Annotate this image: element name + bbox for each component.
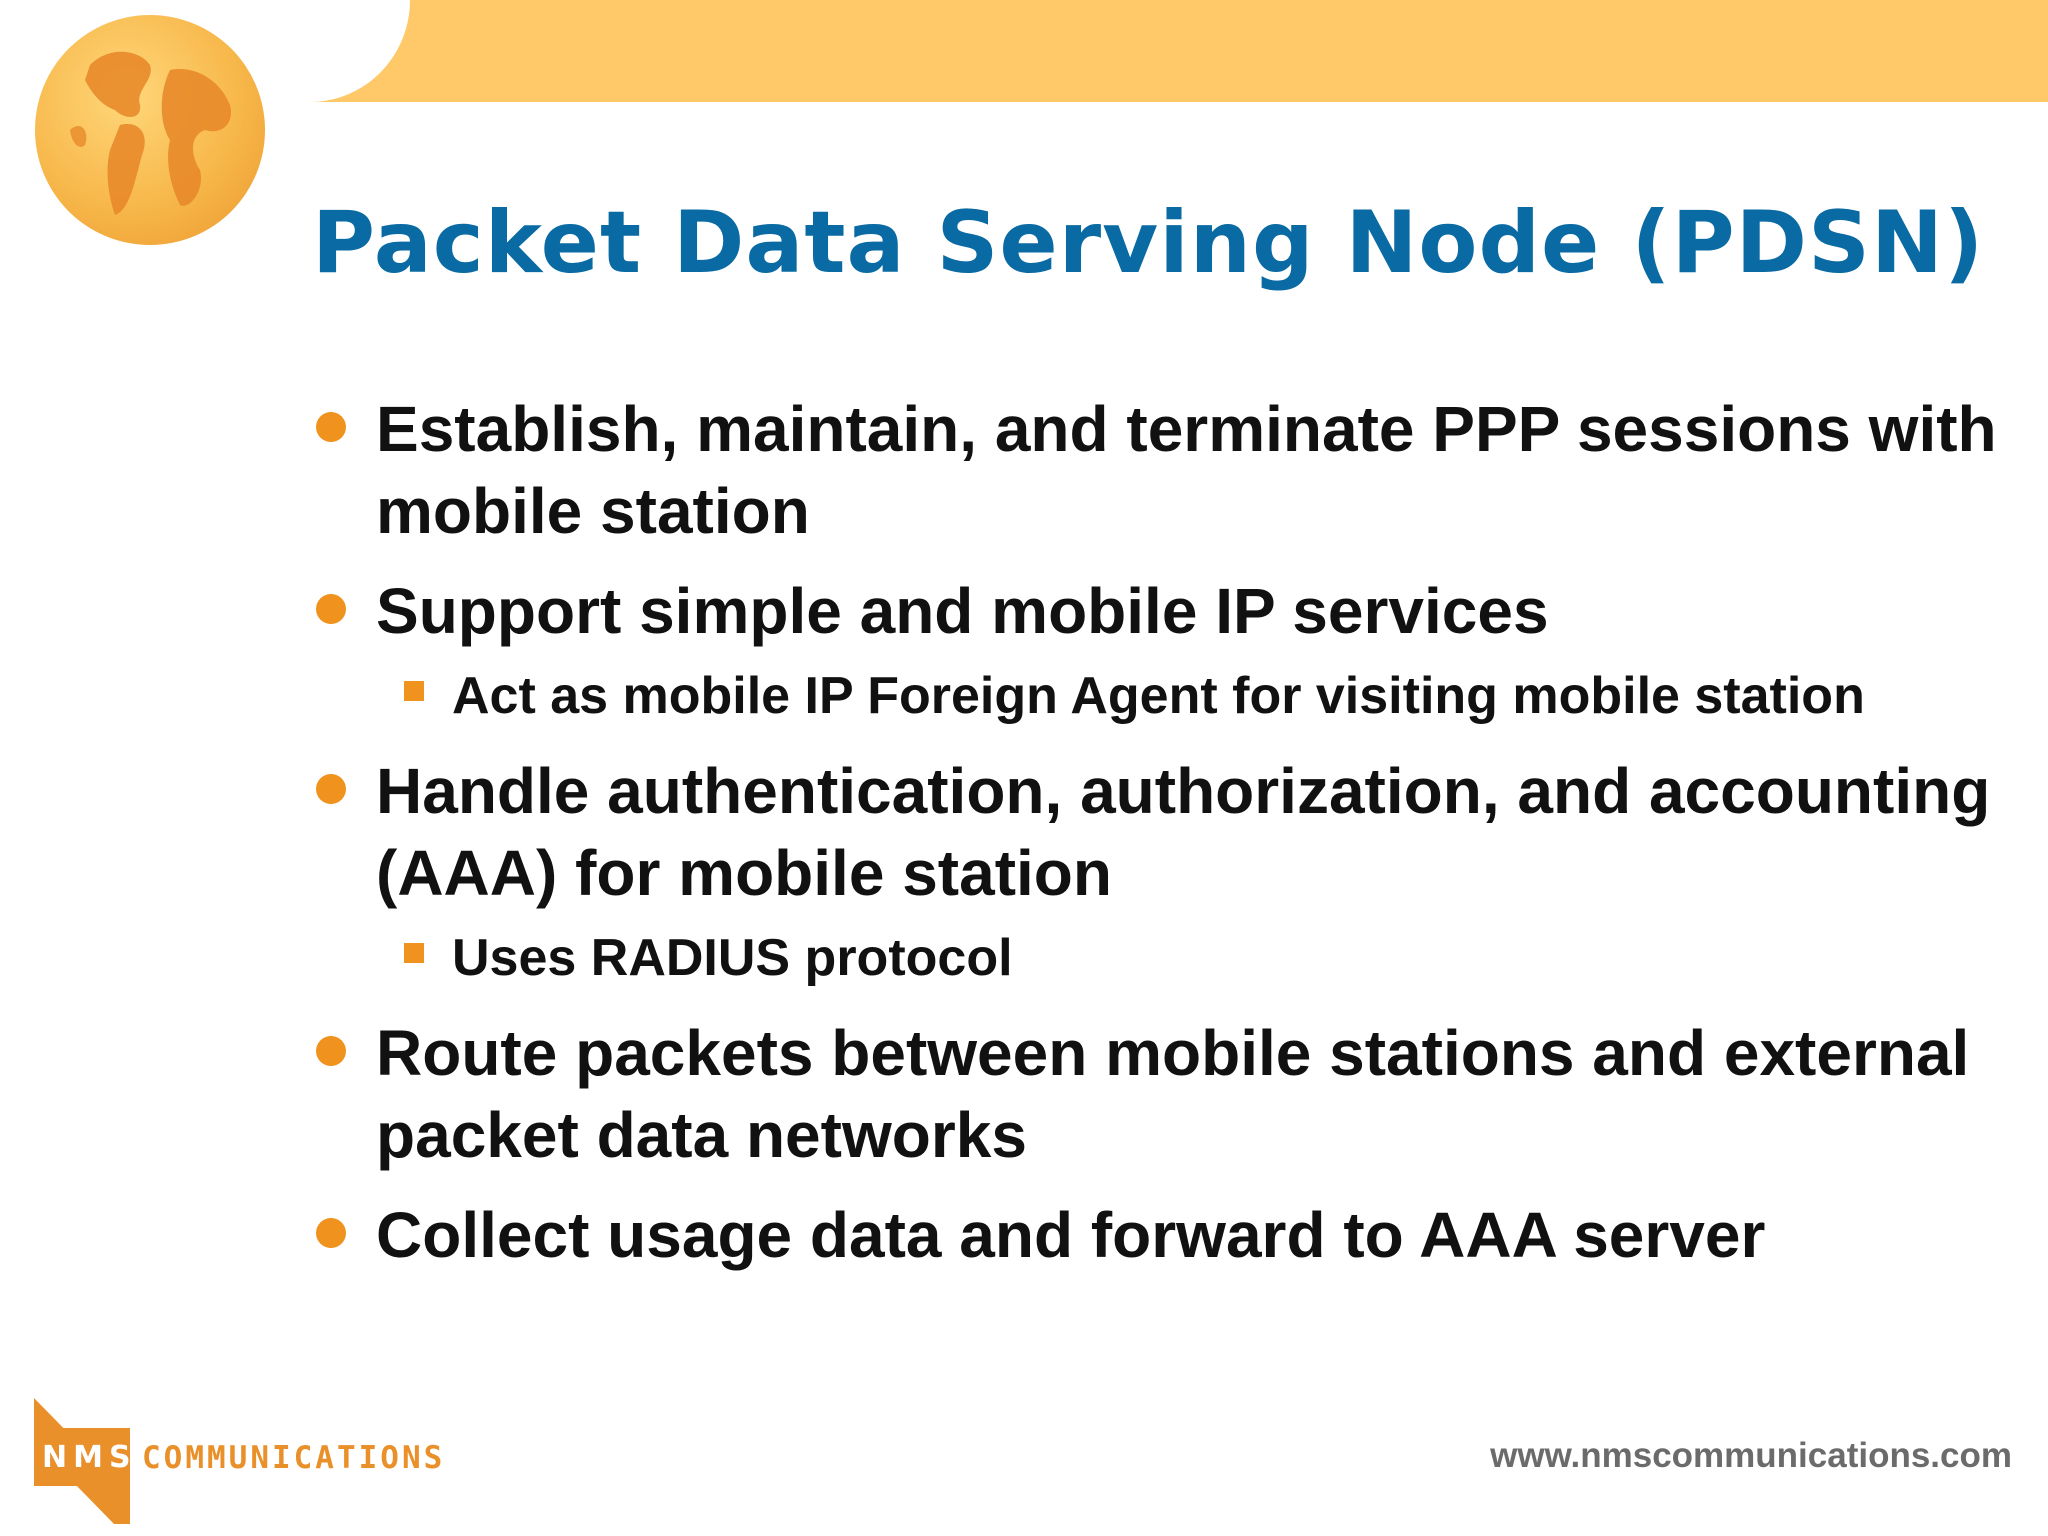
bullet-text: Collect usage data and forward to AAA server	[376, 1199, 1766, 1271]
bullet-item	[312, 1012, 2012, 1176]
footer-url: www.nmscommunications.com	[1490, 1436, 2012, 1475]
bullet-text: Handle authentication, authorization, and accounting (AAA) for mobile station	[376, 755, 1991, 909]
bullet-dot-icon	[316, 412, 346, 442]
bullet-item	[312, 750, 2012, 914]
bullet-text: Establish, maintain, and terminate PPP sessions with mobile station	[376, 393, 1997, 547]
sub-bullet-text: Act as mobile IP Foreign Agent for visiting mobile station	[452, 667, 1865, 725]
sub-bullet-item	[312, 924, 2012, 992]
bullet-dot-icon	[316, 1036, 346, 1066]
logo-primary-text: NMS	[42, 1440, 137, 1475]
sub-bullet-text: Uses RADIUS protocol	[452, 929, 1013, 987]
bullet-dot-icon	[316, 774, 346, 804]
globe-icon	[30, 10, 270, 250]
sub-bullet-item	[312, 662, 2012, 730]
bullet-dot-icon	[316, 1218, 346, 1248]
company-logo	[34, 1398, 444, 1524]
logo-secondary-text: COMMUNICATIONS	[142, 1440, 446, 1476]
bullet-dot-icon	[316, 594, 346, 624]
sub-bullet-square-icon	[404, 681, 424, 701]
header-band	[270, 0, 2048, 102]
sub-bullet-square-icon	[404, 943, 424, 963]
bullet-item	[312, 388, 2012, 552]
bullet-text: Support simple and mobile IP services	[376, 575, 1549, 647]
bullet-item	[312, 1194, 2012, 1276]
bullet-item	[312, 570, 2012, 652]
bullet-text: Route packets between mobile stations and external packet data networks	[376, 1017, 1970, 1171]
slide-title: Packet Data Serving Node (PDSN)	[312, 193, 1985, 293]
bullet-list	[312, 388, 2012, 1294]
